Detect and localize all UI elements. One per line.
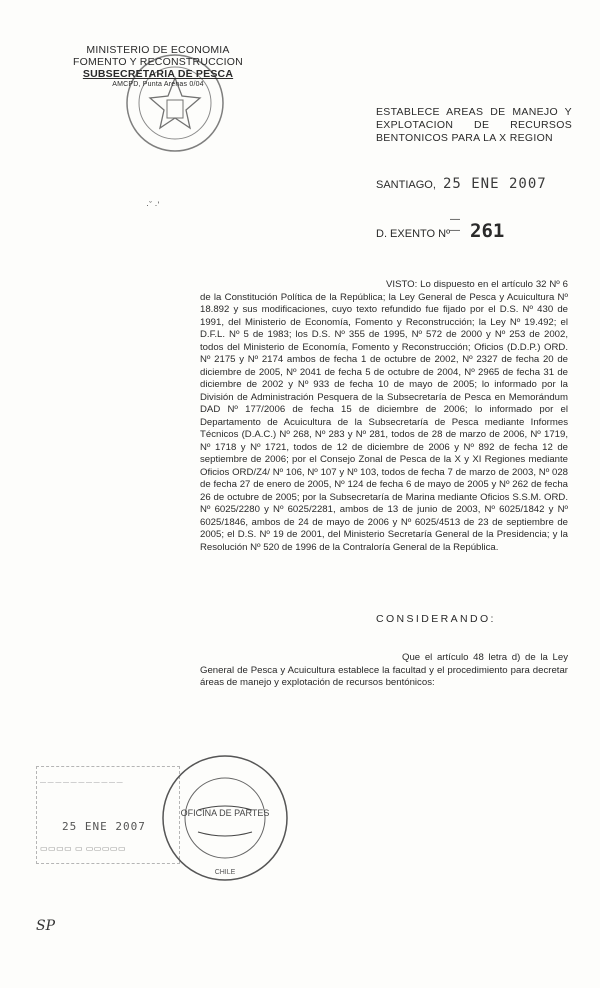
received-stamp-header: — — — — — — — — — — — bbox=[40, 780, 123, 786]
decree-number-label: D. EXENTO Nº bbox=[376, 228, 451, 240]
handwritten-initials: SP bbox=[36, 918, 56, 934]
ministry-name-line2: FOMENTO Y RECONSTRUCCION bbox=[73, 56, 243, 68]
received-stamp-footer: ▭▭▭▭ ▭ ▭▭▭▭▭ bbox=[40, 844, 127, 853]
subsecretaria-name: SUBSECRETARIA DE PESCA bbox=[82, 68, 234, 80]
decree-title bbox=[376, 106, 572, 145]
ministry-name-line1: MINISTERIO DE ECONOMIA bbox=[86, 44, 230, 56]
considerando-heading: CONSIDERANDO: bbox=[376, 613, 496, 625]
decree-title-line1: ESTABLECE AREAS DE MANEJO Y bbox=[376, 106, 572, 118]
decree-number-line bbox=[376, 214, 505, 242]
visto-paragraph: VISTO: Lo dispuesto en el artículo 32 Nº 6 de la Constitución Política de la República; la Ley General de Pesca y Acuicultura Nº 18.892 y sus modificaciones, cuyo texto refundido fue fijado por el D.S. Nº 430 de 1991, del Ministerio de Economía, Fomento y Reconstrucción; la Ley Nº 19.492; el D.F.L. Nº 5 de 1983; los D.S. Nº 355 de 1995, Nº 572 de 2000 y Nº 253 de 2002, todos del Ministerio de Economía, Fomento y Reconstrucción; Oficios (D.D.P.) ORD. Nº 2175 y Nº 2174 ambos de fecha 1 de octubre de 2002, Nº 2327 de fecha 20 de diciembre de 2005, Nº 2041 de fecha 5 de octubre de 2004, Nº 2965 de fecha 31 de diciembre de 2002 y Nº 933 de fecha 10 de mayo de 2005; lo informado por la División de Administración Pesquera de la Subsecretaría de Pesca en Memorándum DAD Nº 177/2006 de fecha 15 de diciembre de 2006; lo informado por el Departamento de Acuicultura de la Subsecretaría de Pesca mediante Informes Técnicos (D.A.C.) Nº 268, Nº 283 y Nº 281, todos de 28 de marzo de 2006, Nº 1719, Nº 1718 y Nº 1721, todos de 12 de diciembre de 2006 y Nº 892 de fecha 12 de septiembre de 2006; por el Consejo Zonal de Pesca de la X y XI Regiones mediante Oficios ORD/Z4/ Nº 106, Nº 107 y Nº 103, todos de fecha 7 de marzo de 2003, Nº 028 de fecha 27 de enero de 2005, Nº 124 de fecha 6 de mayo de 2005 y Nº 262 de fecha 26 de octubre de 2005; por la Subsecretaría de Marina mediante Oficios S.S.M. ORD. Nº 6025/2280 y Nº 6025/2281, ambos de 13 de junio de 2003, Nº 6025/1842 y Nº 6025/1846, ambos de 24 de mayo de 2006 y Nº 6025/4513 de 23 de septiembre de 2005; el D.S. Nº 19 de 2001, del Ministerio Secretaría General de la Presidencia; y la Resolución Nº 520 de 1996 de la Contraloría General de la República. bbox=[200, 279, 568, 553]
considerando-paragraph-1: Que el artículo 48 letra d) de la Ley General de Pesca y Acuicultura establece la facultad y el procedimiento para decretar áreas de manejo y explotación de recursos bentónicos: bbox=[200, 652, 568, 688]
oficina-partes-seal-center: OFICINA DE PARTES bbox=[180, 808, 270, 818]
date-stamp: 25 ENE 2007 bbox=[442, 176, 547, 192]
decree-number: 261 bbox=[470, 220, 505, 242]
received-stamp-date: 25 ENE 2007 bbox=[62, 820, 146, 833]
decree-title-line3: BENTONICOS PARA LA X REGION bbox=[376, 132, 553, 144]
city-label: SANTIAGO, bbox=[376, 179, 436, 191]
decree-title-line2: EXPLOTACION DE RECURSOS bbox=[376, 119, 572, 131]
decree-number-dash: — — bbox=[450, 214, 460, 236]
date-line bbox=[376, 176, 547, 192]
margin-mark: ·ˇ ·' bbox=[146, 200, 160, 210]
ministry-header bbox=[58, 44, 258, 89]
oficina-partes-seal-icon bbox=[150, 748, 300, 888]
oficina-partes-seal-chile: CHILE bbox=[214, 869, 236, 876]
ministry-small-line: AMCPD, Punta Arenas 0/04 bbox=[112, 81, 204, 88]
